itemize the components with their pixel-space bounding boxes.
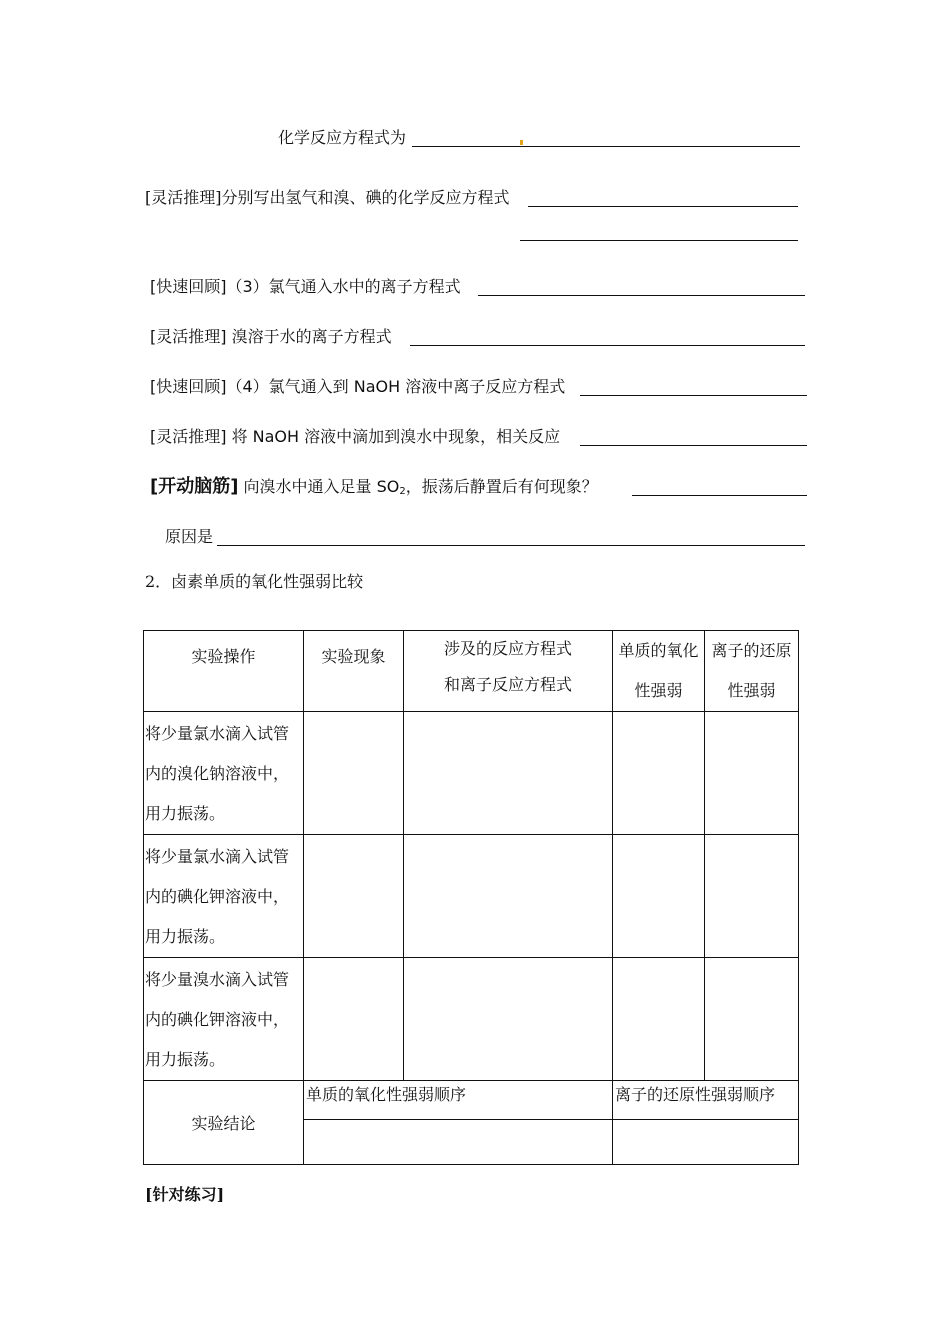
think-text: 向溴水中通入足量 SO [238, 477, 400, 496]
answer-blank[interactable] [217, 545, 805, 546]
header-oxidizing [613, 631, 705, 712]
review-chlorine-water: [快速回顾]（3）氯气通入水中的离子方程式 [150, 277, 461, 296]
header-reducing-line1: 离子的还原 [711, 641, 792, 660]
think-so2-question [150, 476, 598, 503]
practice-heading: [针对练习] [145, 1185, 225, 1204]
header-equations [404, 631, 613, 712]
header-operation: 实验操作 [144, 631, 304, 712]
section-heading: 2．卤素单质的氧化性强弱比较 [145, 572, 364, 591]
answer-blank[interactable] [412, 146, 800, 147]
header-equations-line2: 和离子反应方程式 [444, 675, 573, 694]
operation-cell: 将少量溴水滴入试管 内的碘化钾溶液中， 用力振荡。 [144, 958, 304, 1081]
experiment-table [143, 630, 799, 1165]
equation-cell[interactable] [404, 712, 613, 835]
header-oxidizing-line2: 性强弱 [634, 681, 683, 700]
header-reducing-line2: 性强弱 [727, 681, 776, 700]
subscript: 2 [399, 486, 406, 497]
equation-prompt: 化学反应方程式为 [278, 128, 407, 147]
reducing-cell[interactable] [705, 712, 799, 835]
table-header-row [144, 631, 799, 712]
reducing-cell[interactable] [705, 835, 799, 958]
reason-label: 原因是 [165, 527, 214, 546]
answer-blank[interactable] [410, 345, 805, 346]
phenomenon-cell[interactable] [304, 835, 404, 958]
phenomenon-cell[interactable] [304, 958, 404, 1081]
inference-hydrogen-halogen: [灵活推理]分别写出氢气和溴、碘的化学反应方程式 [145, 188, 510, 207]
inference-naoh-bromine: [灵活推理] 将 NaOH 溶液中滴加到溴水中现象，相关反应 [150, 427, 561, 446]
conclusion-label: 实验结论 [144, 1081, 304, 1165]
table-row [144, 835, 799, 958]
header-equations-line1: 涉及的反应方程式 [444, 639, 573, 658]
inference-bromine-water: [灵活推理] 溴溶于水的离子方程式 [150, 327, 392, 346]
oxidizing-order-label: 单质的氧化性强弱顺序 [304, 1081, 613, 1120]
answer-blank[interactable] [632, 495, 807, 496]
answer-blank[interactable] [520, 240, 798, 241]
table-row [144, 958, 799, 1081]
table-row [144, 712, 799, 835]
header-oxidizing-line1: 单质的氧化 [618, 641, 699, 660]
answer-blank[interactable] [580, 445, 807, 446]
think-text-end: ，振荡后静置后有何现象？ [405, 477, 598, 496]
answer-blank[interactable] [528, 206, 798, 207]
oxidizing-cell[interactable] [613, 958, 705, 1081]
operation-cell: 将少量氯水滴入试管 内的碘化钾溶液中， 用力振荡。 [144, 835, 304, 958]
header-reducing [705, 631, 799, 712]
oxidizing-cell[interactable] [613, 835, 705, 958]
header-phenomenon: 实验现象 [304, 631, 404, 712]
equation-cell[interactable] [404, 835, 613, 958]
answer-blank[interactable] [580, 395, 807, 396]
highlight-mark [520, 140, 523, 145]
answer-blank[interactable] [478, 295, 805, 296]
conclusion-row [144, 1081, 799, 1120]
think-label: [开动脑筋] [150, 476, 239, 497]
oxidizing-cell[interactable] [613, 712, 705, 835]
phenomenon-cell[interactable] [304, 712, 404, 835]
reducing-cell[interactable] [705, 958, 799, 1081]
reducing-order-answer[interactable] [613, 1120, 799, 1165]
review-chlorine-naoh: [快速回顾]（4）氯气通入到 NaOH 溶液中离子反应方程式 [150, 377, 566, 396]
operation-cell: 将少量氯水滴入试管 内的溴化钠溶液中， 用力振荡。 [144, 712, 304, 835]
equation-cell[interactable] [404, 958, 613, 1081]
reducing-order-label: 离子的还原性强弱顺序 [613, 1081, 799, 1120]
oxidizing-order-answer[interactable] [304, 1120, 613, 1165]
